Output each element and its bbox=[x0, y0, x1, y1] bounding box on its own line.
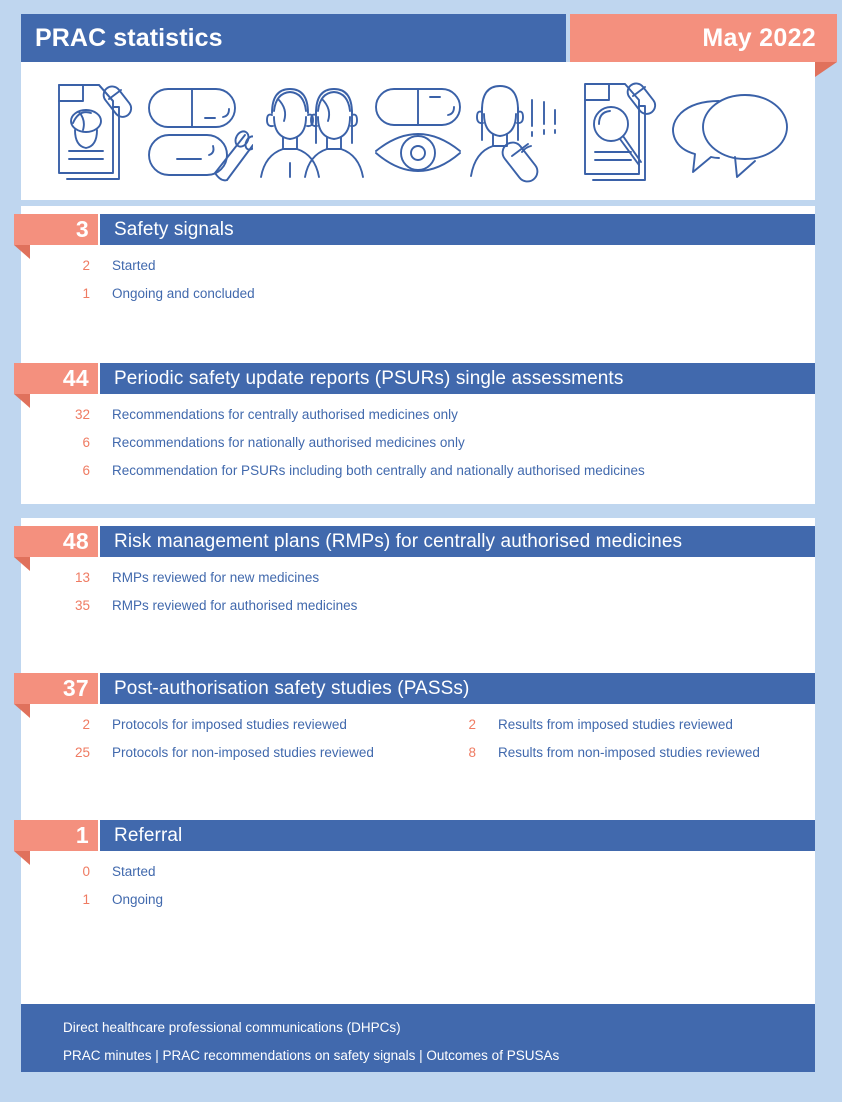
section bbox=[21, 206, 815, 355]
stat-row bbox=[21, 279, 815, 307]
patient-adverse-reaction-icon bbox=[470, 76, 568, 186]
footer bbox=[21, 1004, 815, 1072]
stat-column bbox=[439, 717, 733, 732]
section-header-bar bbox=[100, 214, 815, 245]
section-rows bbox=[21, 563, 815, 619]
stat-column bbox=[21, 745, 439, 760]
section-header-bar bbox=[100, 526, 815, 557]
section bbox=[21, 355, 815, 504]
header-date: May 2022 bbox=[702, 23, 816, 52]
footer-links[interactable]: PRAC minutes | PRAC recommendations on safety signals | Outcomes of PSUSAs bbox=[63, 1048, 560, 1063]
stat-number: 6 bbox=[82, 434, 90, 450]
document-magnifier-icon bbox=[573, 76, 665, 186]
section-title: Safety signals bbox=[114, 218, 234, 240]
footer-dhpc-link[interactable]: Direct healthcare professional communications (DHPCs) bbox=[63, 1020, 401, 1035]
stat-row bbox=[21, 563, 815, 591]
stat-label: RMPs reviewed for new medicines bbox=[112, 569, 320, 585]
section-header-bar bbox=[100, 363, 815, 394]
section-title: Risk management plans (RMPs) for centrally authorised medicines bbox=[114, 530, 683, 552]
speech-bubbles-icon bbox=[669, 77, 789, 185]
section-title: Periodic safety update reports (PSURs) single assessments bbox=[114, 367, 624, 389]
capsules-icon bbox=[143, 77, 253, 185]
stat-row bbox=[21, 591, 815, 619]
stat-label: Ongoing bbox=[112, 891, 164, 907]
stat-number: 32 bbox=[74, 406, 90, 422]
stat-number: 2 bbox=[82, 257, 90, 273]
stat-label: Started bbox=[112, 863, 156, 879]
section-title: Referral bbox=[114, 824, 183, 846]
header-date-bar bbox=[570, 14, 837, 62]
stat-label: Protocols for imposed studies reviewed bbox=[112, 716, 347, 732]
stat-label: Results from imposed studies reviewed bbox=[498, 716, 733, 732]
stat-number: 6 bbox=[82, 462, 90, 478]
section-header-bar bbox=[100, 673, 815, 704]
page-title: PRAC statistics bbox=[35, 23, 223, 52]
stat-row bbox=[21, 251, 815, 279]
section-count-badge: 48 bbox=[14, 526, 98, 557]
stat-number: 13 bbox=[74, 569, 90, 585]
report-with-patient-icon bbox=[47, 77, 139, 185]
stat-number: 2 bbox=[468, 716, 476, 732]
stat-row bbox=[21, 428, 815, 456]
section-title: Post-authorisation safety studies (PASSs) bbox=[114, 677, 470, 699]
section-count-badge: 44 bbox=[14, 363, 98, 394]
stat-column bbox=[439, 745, 760, 760]
stat-number: 2 bbox=[82, 716, 90, 732]
section bbox=[21, 812, 815, 1004]
stat-row bbox=[21, 710, 815, 738]
section-rows bbox=[21, 400, 815, 484]
stat-label: Recommendation for PSURs including both centrally and nationally authorised medicines bbox=[112, 462, 645, 478]
stat-number: 8 bbox=[468, 744, 476, 760]
stat-label: Recommendations for centrally authorised medicines only bbox=[112, 406, 458, 422]
header-title-bar bbox=[21, 14, 566, 62]
stat-label: Results from non-imposed studies reviewed bbox=[498, 744, 760, 760]
capsule-and-eye-icon bbox=[370, 77, 466, 185]
stat-number: 1 bbox=[82, 891, 90, 907]
stat-row bbox=[21, 885, 815, 913]
stat-label: Started bbox=[112, 257, 156, 273]
stat-row bbox=[21, 456, 815, 484]
section-count-badge: 3 bbox=[14, 214, 98, 245]
header-fold-corner bbox=[815, 62, 837, 77]
section-rows bbox=[21, 857, 815, 913]
section-count-badge: 1 bbox=[14, 820, 98, 851]
stat-number: 25 bbox=[74, 744, 90, 760]
stat-label: Ongoing and concluded bbox=[112, 285, 255, 301]
stat-label: Recommendations for nationally authorised medicines only bbox=[112, 434, 465, 450]
section-header-bar bbox=[100, 820, 815, 851]
stat-label: RMPs reviewed for authorised medicines bbox=[112, 597, 358, 613]
icon-row bbox=[21, 62, 815, 200]
section-rows bbox=[21, 710, 815, 766]
stat-number: 0 bbox=[82, 863, 90, 879]
stat-number: 1 bbox=[82, 285, 90, 301]
stat-row bbox=[21, 400, 815, 428]
stat-number: 35 bbox=[74, 597, 90, 613]
section bbox=[21, 518, 815, 667]
two-patients-icon bbox=[258, 77, 366, 185]
stat-row bbox=[21, 857, 815, 885]
section-count-badge: 37 bbox=[14, 673, 98, 704]
section-rows bbox=[21, 251, 815, 307]
hero-icon-strip bbox=[21, 62, 815, 200]
stat-label: Protocols for non-imposed studies reviewed bbox=[112, 744, 374, 760]
stat-row bbox=[21, 738, 815, 766]
header bbox=[21, 14, 815, 62]
stat-column bbox=[21, 717, 439, 732]
section bbox=[21, 665, 815, 812]
